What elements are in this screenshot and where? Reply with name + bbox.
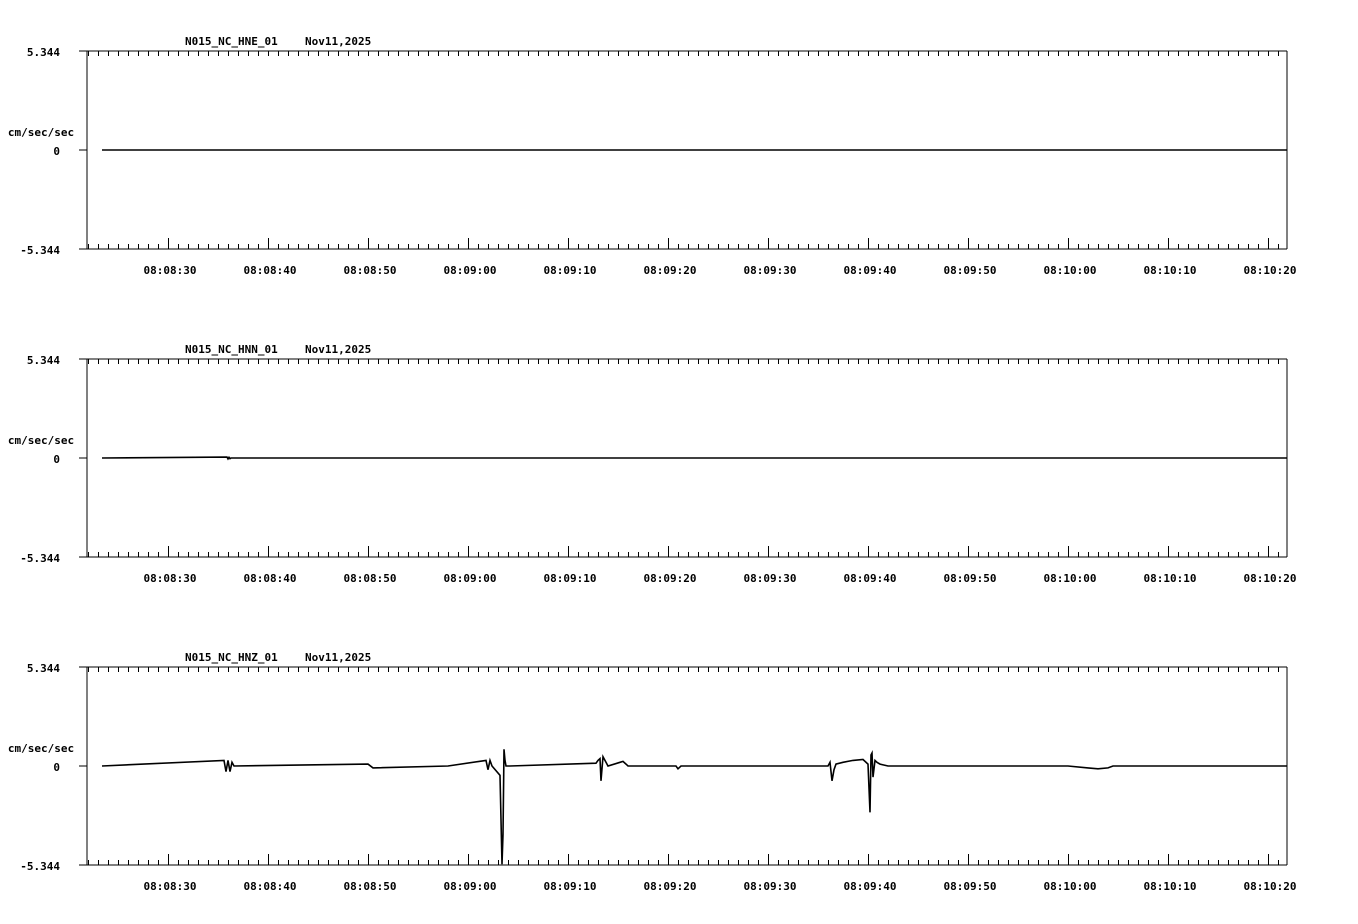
y-axis-label: cm/sec/sec — [7, 434, 75, 447]
x-tick-label: 08:09:40 — [843, 880, 897, 893]
x-tick-label: 08:09:40 — [843, 264, 897, 277]
x-tick-label: 08:09:30 — [743, 880, 797, 893]
x-tick-label: 08:09:10 — [543, 880, 597, 893]
seismogram-panel — [8, 35, 1297, 277]
x-tick-label: 08:08:50 — [343, 572, 397, 585]
date-label: Nov11,2025 — [305, 343, 372, 356]
x-tick-label: 08:09:20 — [643, 264, 697, 277]
x-tick-label: 08:08:30 — [143, 880, 197, 893]
x-tick-label: 08:09:50 — [943, 264, 997, 277]
date-label: Nov11,2025 — [305, 651, 372, 664]
x-tick-label: 08:08:30 — [143, 264, 197, 277]
x-tick-label: 08:10:20 — [1243, 880, 1297, 893]
x-tick-label: 08:10:10 — [1143, 572, 1197, 585]
x-tick-label: 08:08:40 — [243, 572, 297, 585]
x-tick-label: 08:09:10 — [543, 572, 597, 585]
y-axis-label: cm/sec/sec — [7, 742, 75, 755]
x-tick-label: 08:10:00 — [1043, 264, 1097, 277]
y-tick-label-max: 5.344 — [26, 354, 60, 367]
waveform-trace — [102, 749, 1287, 864]
x-tick-label: 08:10:10 — [1143, 264, 1197, 277]
x-tick-label: 08:09:30 — [743, 572, 797, 585]
x-tick-label: 08:09:30 — [743, 264, 797, 277]
seismogram-panel — [8, 651, 1297, 893]
y-tick-label-zero: 0 — [53, 453, 60, 466]
x-tick-label: 08:09:20 — [643, 880, 697, 893]
y-axis-label: cm/sec/sec — [7, 126, 75, 139]
x-tick-label: 08:09:50 — [943, 880, 997, 893]
y-tick-label-max: 5.344 — [26, 662, 60, 675]
x-tick-label: 08:09:00 — [443, 572, 497, 585]
x-tick-label: 08:08:30 — [143, 572, 197, 585]
x-tick-label: 08:08:50 — [343, 264, 397, 277]
y-tick-label-zero: 0 — [53, 761, 60, 774]
date-label: Nov11,2025 — [305, 35, 372, 48]
x-tick-label: 08:10:00 — [1043, 572, 1097, 585]
x-tick-label: 08:09:50 — [943, 572, 997, 585]
y-tick-label-zero: 0 — [53, 145, 60, 158]
x-tick-label: 08:10:20 — [1243, 264, 1297, 277]
x-tick-label: 08:09:10 — [543, 264, 597, 277]
x-tick-label: 08:09:20 — [643, 572, 697, 585]
channel-title: N015_NC_HNE_01 — [185, 35, 278, 48]
y-tick-label-min: -5.344 — [20, 860, 60, 873]
x-tick-label: 08:10:00 — [1043, 880, 1097, 893]
x-tick-label: 08:08:40 — [243, 264, 297, 277]
y-tick-label-min: -5.344 — [20, 244, 60, 257]
x-tick-label: 08:09:40 — [843, 572, 897, 585]
seismogram-panel — [8, 343, 1297, 585]
x-tick-label: 08:09:00 — [443, 880, 497, 893]
channel-title: N015_NC_HNN_01 — [185, 343, 278, 356]
x-tick-label: 08:10:10 — [1143, 880, 1197, 893]
channel-title: N015_NC_HNZ_01 — [185, 651, 278, 664]
x-tick-label: 08:09:00 — [443, 264, 497, 277]
x-tick-label: 08:08:40 — [243, 880, 297, 893]
y-tick-label-min: -5.344 — [20, 552, 60, 565]
x-tick-label: 08:10:20 — [1243, 572, 1297, 585]
x-tick-label: 08:08:50 — [343, 880, 397, 893]
y-tick-label-max: 5.344 — [26, 46, 60, 59]
waveform-trace — [102, 457, 1287, 459]
